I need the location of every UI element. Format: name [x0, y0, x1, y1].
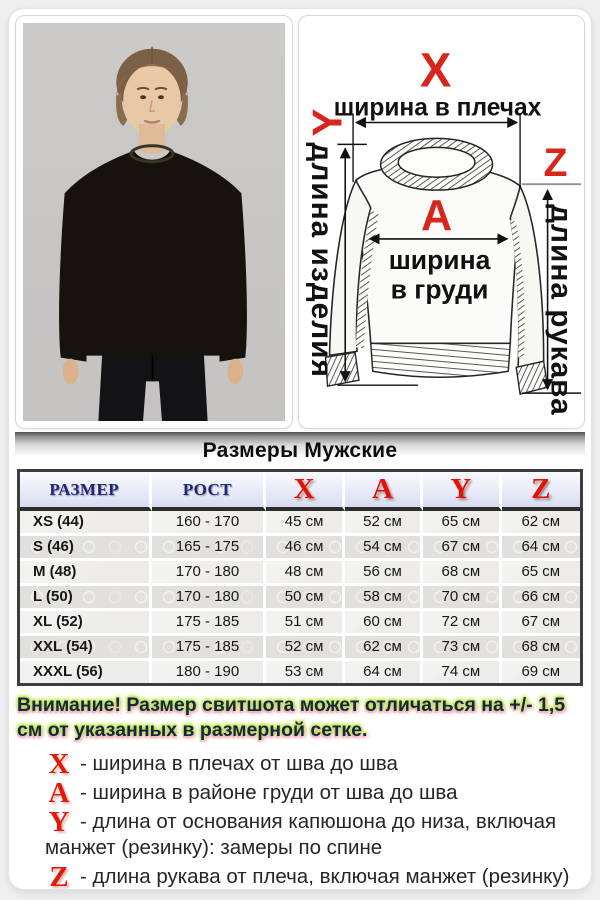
cell: 53 см — [266, 661, 344, 683]
page-card — [8, 8, 592, 890]
cell: 60 см — [345, 611, 423, 636]
header-z: Z — [502, 472, 580, 511]
cell: XS (44) — [20, 511, 152, 536]
sweatshirt-measurement-diagram — [302, 19, 581, 425]
size-table-title: Размеры Мужские — [15, 432, 585, 469]
cell: 54 см — [345, 536, 423, 561]
measurement-diagram-card — [298, 15, 585, 429]
measurement-legend — [45, 747, 581, 890]
collar-opening — [398, 147, 475, 177]
eye-right — [158, 95, 164, 99]
table-row-xl — [20, 611, 580, 636]
cell: 170 - 180 — [152, 586, 267, 611]
cell: 66 см — [502, 586, 580, 611]
size-tolerance-notice: Внимание! Размер свитшота может отличаться на +/- 1,5 см от указанных в размерной сетке. — [17, 694, 566, 741]
cell: XXXL (56) — [20, 661, 152, 683]
cell: 69 см — [502, 661, 580, 683]
cell: 52 см — [266, 636, 344, 661]
legend-letter-a: A — [48, 776, 70, 809]
cell: 64 см — [345, 661, 423, 683]
garment-hem-band — [371, 343, 511, 377]
cell: 64 см — [502, 536, 580, 561]
cell: 56 см — [345, 561, 423, 586]
cell: 65 см — [423, 511, 501, 536]
size-table — [17, 469, 583, 686]
cell: 51 см — [266, 611, 344, 636]
size-table-header — [20, 472, 580, 511]
cell: 65 см — [502, 561, 580, 586]
diagram-z-letter: Z — [543, 141, 568, 186]
cell: 170 - 180 — [152, 561, 267, 586]
legend-text-y: - длина от основания капюшона до низа, включая манжет (резинку): замеры по спине — [45, 809, 557, 859]
cell: 180 - 190 — [152, 661, 267, 683]
cell: S (46) — [20, 536, 152, 561]
cell: 175 - 185 — [152, 611, 267, 636]
cell: 73 см — [423, 636, 501, 661]
diagram-x-label: ширина в плечах — [333, 94, 542, 122]
diagram-a-letter: A — [420, 191, 453, 241]
table-row-s — [20, 536, 580, 561]
header-a: A — [345, 472, 423, 511]
header-y: Y — [423, 472, 501, 511]
diagram-y-letter: Y — [303, 108, 351, 137]
diagram-a-label-line2: в груди — [390, 274, 489, 305]
header-height: РОСТ — [152, 472, 267, 511]
legend-letter-y: Y — [48, 805, 70, 838]
cell: 70 см — [423, 586, 501, 611]
cell: 175 - 185 — [152, 636, 267, 661]
header-size: РАЗМЕР — [20, 472, 152, 511]
top-row — [15, 15, 585, 429]
cell: 74 см — [423, 661, 501, 683]
table-row-xs — [20, 511, 580, 536]
table-row-m — [20, 561, 580, 586]
cell: 160 - 170 — [152, 511, 267, 536]
product-photo-card — [15, 15, 293, 429]
diagram-a-label-line1: ширина — [388, 244, 491, 275]
cell: 52 см — [345, 511, 423, 536]
cell: 50 см — [266, 586, 344, 611]
eye-left — [140, 95, 146, 99]
diagram-y-label: длина изделия — [304, 142, 338, 378]
cell: 62 см — [345, 636, 423, 661]
legend-item-x — [45, 747, 581, 780]
table-row-xxxl — [20, 661, 580, 683]
cell: M (48) — [20, 561, 152, 586]
diagram-x-letter: X — [419, 44, 452, 98]
cell: 58 см — [345, 586, 423, 611]
legend-text-x: - ширина в плечах от шва до шва — [80, 751, 398, 775]
hand-left — [63, 359, 79, 385]
cell: L (50) — [20, 586, 152, 611]
sweatshirt — [59, 151, 247, 362]
header-x: X — [266, 472, 344, 511]
cell: 46 см — [266, 536, 344, 561]
table-row-xxl — [20, 636, 580, 661]
size-table-body — [20, 511, 580, 683]
legend-letter-z: Z — [49, 860, 69, 890]
legend-item-a — [45, 776, 581, 809]
cell: 48 см — [266, 561, 344, 586]
cell: 62 см — [502, 511, 580, 536]
hand-right — [227, 359, 243, 385]
legend-text-z: - длина рукава от плеча, включая манжет (резинку) — [80, 864, 570, 888]
legend-item-y — [45, 805, 581, 861]
cell: 45 см — [266, 511, 344, 536]
cell: 67 см — [423, 536, 501, 561]
cell: 72 см — [423, 611, 501, 636]
cell: 165 - 175 — [152, 536, 267, 561]
model-photo — [23, 23, 285, 421]
legend-text-a: - ширина в районе груди от шва до шва — [80, 780, 458, 804]
cell: XXL (54) — [20, 636, 152, 661]
table-row-l — [20, 586, 580, 611]
legend-letter-x: X — [48, 747, 70, 780]
legend-item-z — [45, 860, 581, 890]
neck — [139, 124, 165, 153]
cell: 68 см — [502, 636, 580, 661]
diagram-z-label: длина рукава — [544, 204, 578, 416]
cell: 67 см — [502, 611, 580, 636]
cell: XL (52) — [20, 611, 152, 636]
cell: 68 см — [423, 561, 501, 586]
